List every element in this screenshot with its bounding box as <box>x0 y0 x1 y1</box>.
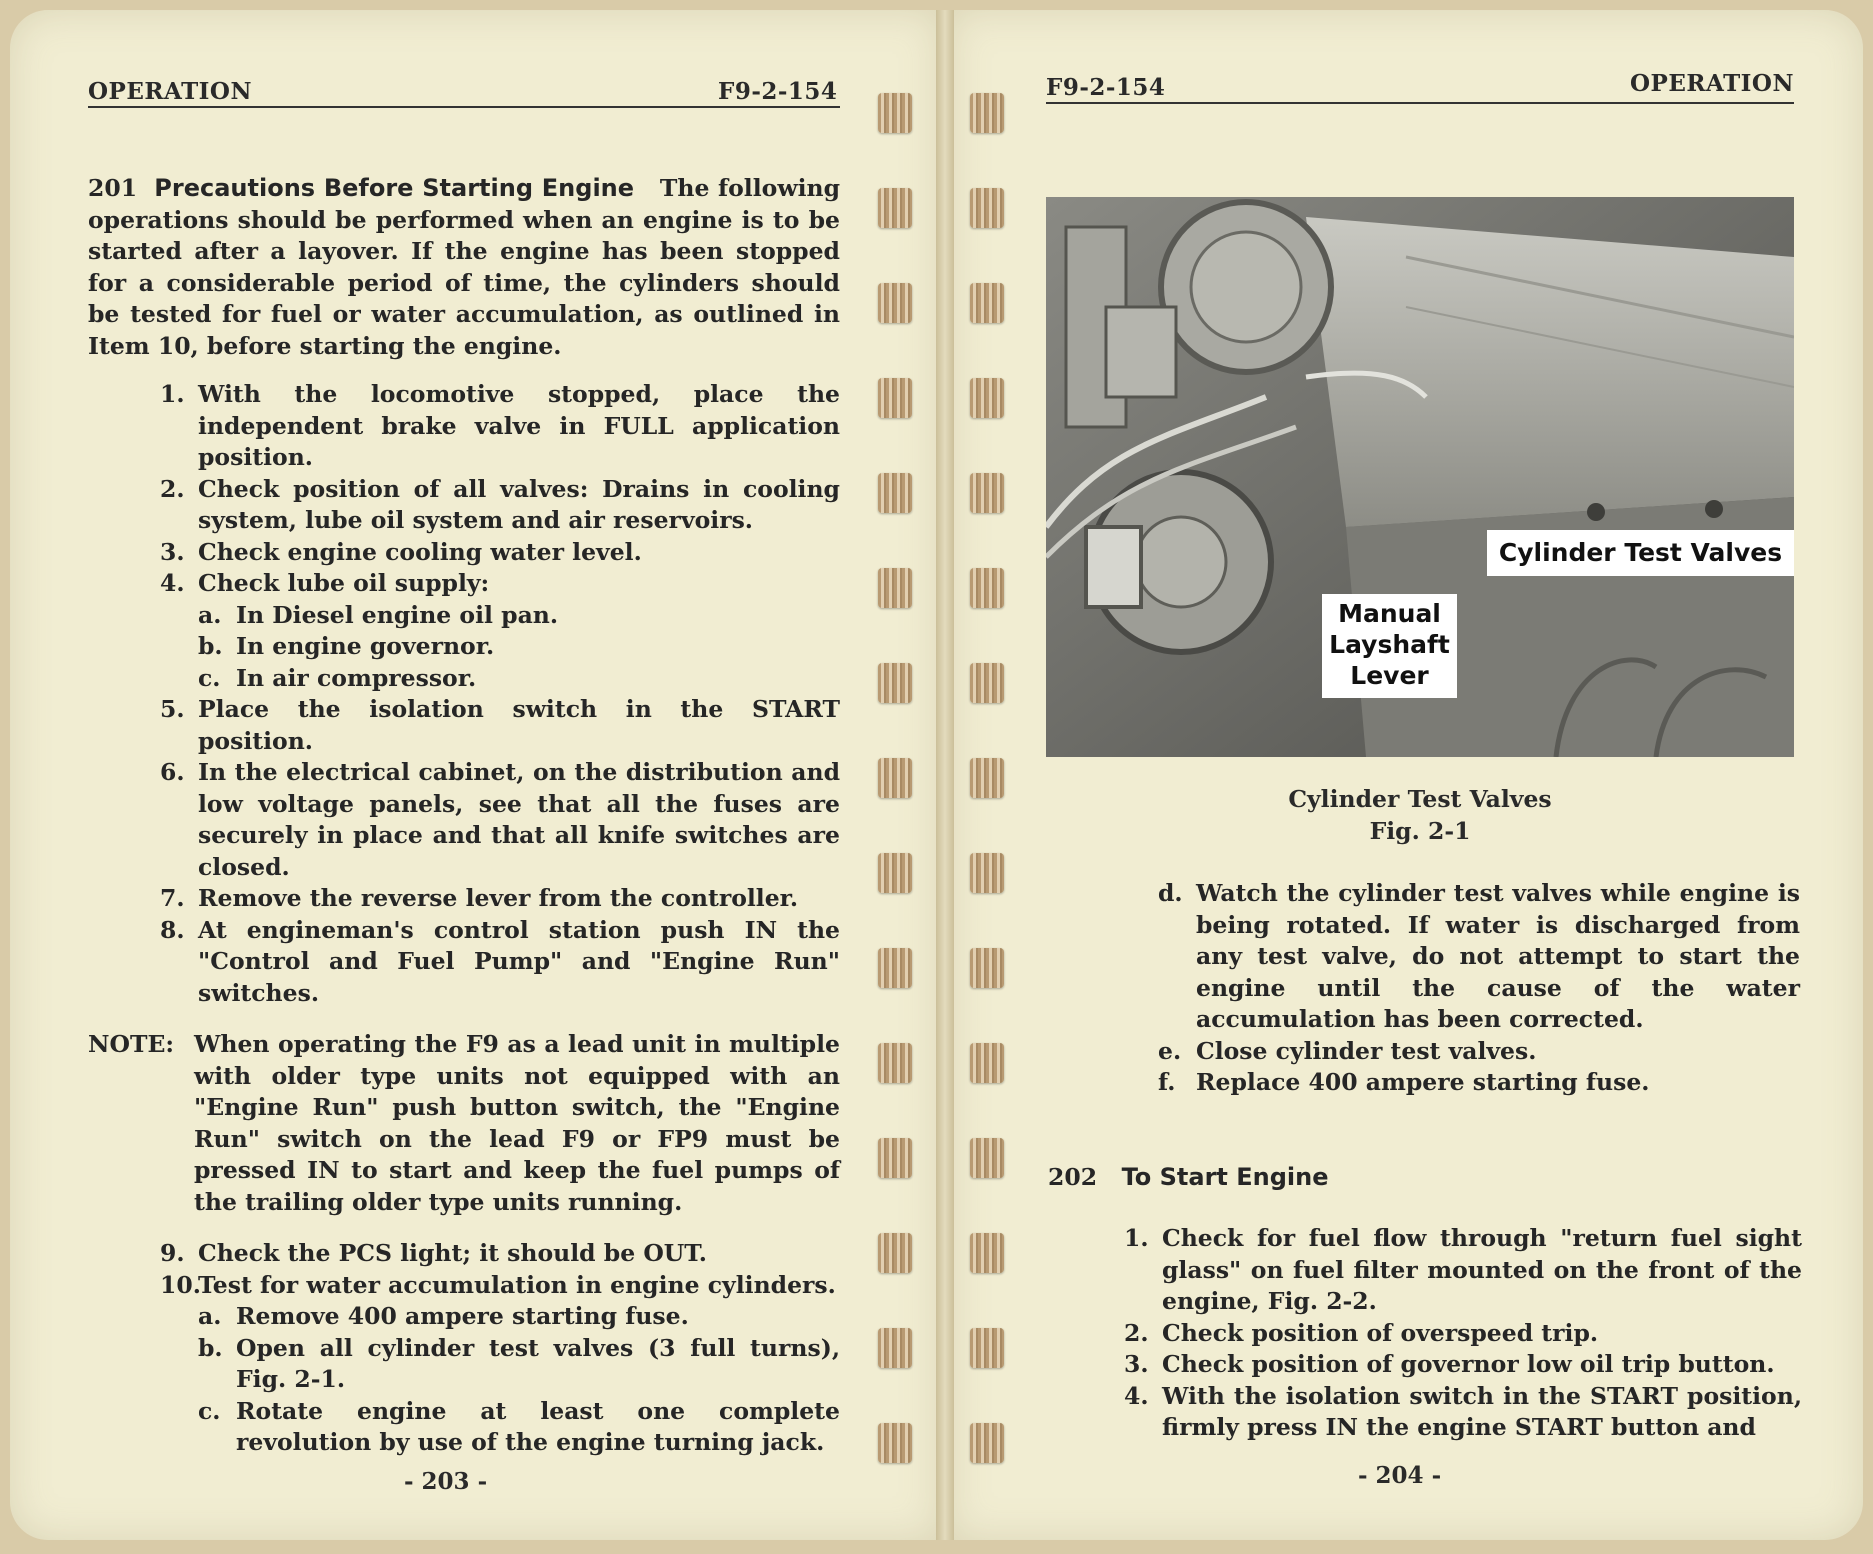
spiral-ring <box>970 1423 1004 1463</box>
spiral-ring <box>878 1138 912 1178</box>
spiral-ring <box>878 1233 912 1273</box>
spiral-ring <box>970 758 1004 798</box>
spiral-ring <box>878 1328 912 1368</box>
right-page-number: - 204 - <box>1358 1462 1442 1489</box>
note-label: NOTE: <box>88 1030 175 1058</box>
list-item: 7. Remove the reverse lever from the controller. <box>160 884 799 912</box>
spiral-ring <box>970 568 1004 608</box>
sub-item: c. Rotate engine at least one complete revolution by use of the engine turning jack. <box>198 1396 840 1456</box>
left-header-doc-number: F9-2-154 <box>718 78 838 105</box>
spiral-ring <box>970 283 1004 323</box>
list-item: 5. Place the isolation switch in the START position. <box>160 695 840 755</box>
spiral-ring <box>878 188 912 228</box>
right-subitems <box>1158 878 1800 1099</box>
spiral-ring <box>878 1043 912 1083</box>
section-202-number: 202 <box>1048 1163 1098 1191</box>
sub-item: b. Open all cylinder test valves (3 full turns), Fig. 2-1. <box>198 1333 840 1393</box>
sub-item: d. Watch the cylinder test valves while engine is being rotated. If water is discharged from any test valve, do not attempt to start the engine until the cause of the water accumulation has been corrected. <box>1158 879 1800 1033</box>
sub-item: b. In engine governor. <box>198 632 495 660</box>
list-item: 6. In the electrical cabinet, on the distribution and low voltage panels, see that all the fuses are securely in place and that all knife switches are closed. <box>160 758 840 881</box>
spiral-ring <box>878 568 912 608</box>
figure-caption-number: Fig. 2-1 <box>1369 817 1471 845</box>
section-201-intro: The following operations should be performed when an engine is to be started after a layover. If the engine has been stopped for a considerable period of time, the cylinders should be tested for fuel or water accumulation, as outlined in Item 10, before starting the engine. <box>88 174 841 360</box>
section-202-title: To Start Engine <box>1121 1163 1329 1191</box>
spiral-ring <box>970 1043 1004 1083</box>
spiral-ring <box>970 1233 1004 1273</box>
left-header-rule <box>88 106 840 108</box>
list-item: 1. With the locomotive stopped, place the independent brake valve in FULL application position. <box>160 380 840 471</box>
list-item: 4. With the isolation switch in the START position, firmly press IN the engine START button and <box>1124 1381 1802 1441</box>
spiral-ring <box>970 663 1004 703</box>
callout-manual-layshaft-lever: Manual Layshaft Lever <box>1322 594 1457 698</box>
figure-caption-title: Cylinder Test Valves <box>1288 785 1552 813</box>
list-item: 1. Check for fuel flow through "return fuel sight glass" on fuel filter mounted on the front of the engine, Fig. 2-2. <box>1124 1224 1802 1315</box>
spiral-ring <box>878 758 912 798</box>
spiral-ring <box>970 188 1004 228</box>
sub-item: a. In Diesel engine oil pan. <box>198 600 559 629</box>
list-item: 3. Check engine cooling water level. <box>160 537 642 566</box>
section-202-list <box>1124 1223 1802 1444</box>
left-header-title: OPERATION <box>88 78 252 105</box>
section-201-number: 201 <box>88 174 138 202</box>
left-body <box>88 173 840 1459</box>
right-header-title: OPERATION <box>1630 70 1794 97</box>
sub-item: f. Replace 400 ampere starting fuse. <box>1158 1068 1650 1096</box>
spiral-ring <box>878 948 912 988</box>
list-item: 3. Check position of governor low oil trip button. <box>1124 1350 1775 1378</box>
spiral-ring <box>878 663 912 703</box>
checklist-part-b <box>160 1238 840 1459</box>
spiral-ring <box>878 473 912 513</box>
callout-cylinder-test-valves: Cylinder Test Valves <box>1487 530 1794 576</box>
spiral-ring <box>970 853 1004 893</box>
section-201-paragraph <box>88 173 840 362</box>
list-item: 4. Check lube oil supply: <box>160 569 490 597</box>
spiral-ring <box>878 853 912 893</box>
list-item: 8. At engineman's control station push IN the "Control and Fuel Pump" and "Engine Run" switches. <box>160 915 840 1007</box>
list-item: 2. Check position of overspeed trip. <box>1124 1318 1599 1347</box>
spiral-ring <box>970 1138 1004 1178</box>
list-item: 10. Test for water accumulation in engine cylinders. <box>160 1270 836 1299</box>
list-item: 2. Check position of all valves: Drains in cooling system, lube oil system and air reservoirs. <box>160 474 840 534</box>
note-block <box>88 1029 840 1218</box>
spiral-ring <box>878 283 912 323</box>
sub-item: e. Close cylinder test valves. <box>1158 1036 1537 1065</box>
spiral-ring <box>878 1423 912 1463</box>
right-header-rule <box>1046 102 1794 104</box>
sub-item: c. In air compressor. <box>198 663 477 692</box>
spiral-ring <box>970 93 1004 133</box>
sub-item: a. Remove 400 ampere starting fuse. <box>198 1302 689 1330</box>
checklist-part-a <box>160 379 840 1009</box>
right-header-doc-number: F9-2-154 <box>1046 74 1166 101</box>
spiral-ring <box>970 473 1004 513</box>
spiral-ring <box>878 378 912 418</box>
binding-gutter <box>936 10 954 1540</box>
spiral-ring <box>970 948 1004 988</box>
note-text: When operating the F9 as a lead unit in multiple with older type units not equipped with an "Engine Run" push button switch, the "Engine Run" switch on the lead F9 or FP9 must be pressed IN to start and keep the fuel pumps of the trailing older type units running. <box>194 1030 840 1216</box>
spiral-ring <box>970 1328 1004 1368</box>
section-201-title: Precautions Before Starting Engine <box>154 174 635 202</box>
section-202-heading <box>1048 1162 1800 1194</box>
list-item: 9. Check the PCS light; it should be OUT. <box>160 1239 707 1267</box>
spiral-ring <box>878 93 912 133</box>
engine-photo <box>1046 197 1794 757</box>
left-page-number: - 203 - <box>404 1468 488 1495</box>
spiral-ring <box>970 378 1004 418</box>
